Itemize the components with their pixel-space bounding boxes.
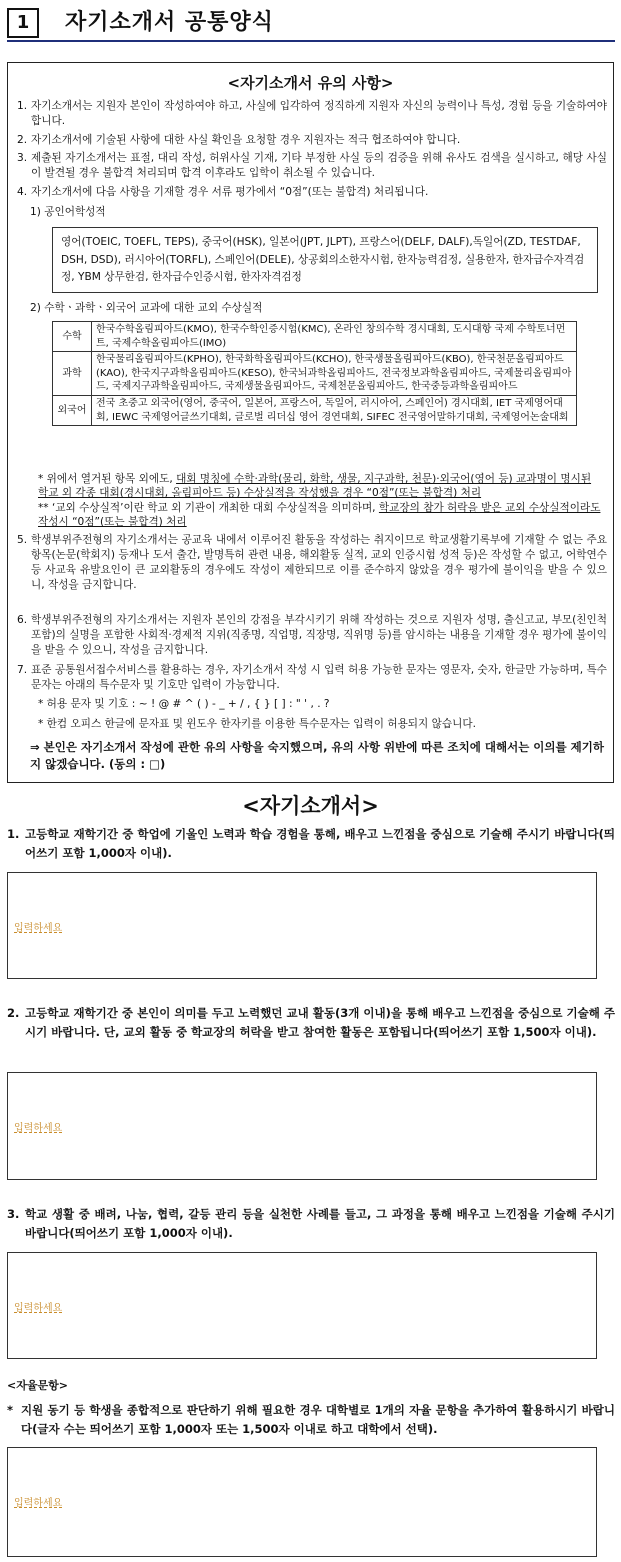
- notice-item-number: 2.: [17, 134, 28, 146]
- notice-box: [7, 62, 614, 783]
- section-title: 자기소개서 공통양식: [65, 10, 274, 35]
- table-row: [53, 322, 577, 352]
- answer-placeholder[interactable]: 입력하세요: [14, 1303, 63, 1314]
- contest-list: 전국 초중고 외국어(영어, 중국어, 일본어, 프랑스어, 독일어, 러시아어, 스페인어) 경시대회, IET 국제영어대회, IEWC 국제영어글쓰기대회, 글로벌 리더십 영어 경연대회, SIFEC 전국영어말하기대회, 국제영어논술대회: [92, 395, 577, 425]
- sub2-label: 2) 수학ㆍ과학ㆍ외국어 교과에 대한 교외 수상실적: [30, 302, 263, 314]
- question-3: [7, 1205, 615, 1243]
- answer-placeholder[interactable]: 입력하세요: [14, 923, 63, 934]
- language-test-box: 영어(TOEIC, TOEFL, TEPS), 중국어(HSK), 일본어(JPT, JLPT), 프랑스어(DELF, DALF),독일어(ZD, TESTDAF, DSH, DSD), 러시아어(TORFL), 스페인어(DELE), 상공회의소한자시험, 한자능력검정, 실용한자, 한자급수자격검정, YBM 상무한검, 한자급수인증시험, 한자자격검정: [52, 227, 598, 293]
- notice-item-text: 제출된 자기소개서는 표절, 대리 작성, 허위사실 기재, 기타 부정한 사실 등의 검증을 위해 유사도 검색을 실시하고, 해당 사실이 발견될 경우 불합격 처리되며 합격 이후라도 입학이 취소될 수 있습니다.: [31, 152, 607, 179]
- hancom-note: * 한컴 오피스 한글에 문자표 및 윈도우 한자키를 이용한 특수문자는 입력이 허용되지 않습니다.: [38, 718, 476, 730]
- notice-title: <자기소개서 유의 사항>: [227, 74, 394, 92]
- question-text: 학교 생활 중 배려, 나눔, 협력, 갈등 관리 등을 실천한 사례를 들고, 그 과정을 통해 배우고 느낀점을 기술해 주시기 바랍니다(띄어쓰기 포함 1,000자 이내).: [25, 1207, 615, 1240]
- notice-item: [17, 663, 607, 693]
- question-text: 고등학교 재학기간 중 본인이 의미를 두고 노력했던 교내 활동(3개 이내)을 통해 배우고 느낀점을 중심으로 기술해 주시기 바랍니다. 단, 교외 활동 중 학교장의 허락을 받고 참여한 활동은 포함됩니다(띄어쓰기 포함 1,500자 이내).: [25, 1006, 615, 1039]
- free-question-desc: [7, 1401, 615, 1439]
- note-1-lead: * 위에서 열거된 항목 외에도,: [38, 473, 177, 485]
- contest-list: 한국수학올림피아드(KMO), 한국수학인증시험(KMC), 온라인 창의수학 경시대회, 도시대항 국제 수학토너먼트, 국제수학올림피아드(IMO): [92, 322, 577, 352]
- notice-item: [17, 99, 607, 129]
- question-number: 3.: [7, 1207, 20, 1221]
- question-number: 2.: [7, 1006, 20, 1020]
- free-question-text: 지원 동기 등 학생을 종합적으로 판단하기 위해 필요한 경우 대학별로 1개의 자율 문항을 추가하여 활용하시기 바랍니다(글자 수는 띄어쓰기 포함 1,000자 또는 1,500자 이내로 하고 대학에서 선택).: [21, 1403, 615, 1436]
- table-row: [53, 395, 577, 425]
- free-question-heading: <자율문항>: [7, 1379, 68, 1392]
- question-1: [7, 825, 615, 863]
- notice-item-number: 1.: [17, 100, 28, 112]
- notice-item-number: 4.: [17, 186, 28, 198]
- note-2: [38, 501, 604, 529]
- agreement-statement: ⇒ 본인은 자기소개서 작성에 관한 유의 사항을 숙지했으며, 유의 사항 위반에 따른 조치에 대해서는 이의를 제기하지 않겠습니다. (동의 : □): [30, 740, 604, 771]
- answer-box-2[interactable]: [7, 1072, 597, 1180]
- answer-box-1[interactable]: [7, 872, 597, 979]
- note-1: [38, 472, 604, 500]
- answer-box-3[interactable]: [7, 1252, 597, 1359]
- sub1-label: 1) 공인어학성적: [30, 206, 106, 218]
- answer-placeholder[interactable]: 입력하세요: [14, 1123, 63, 1134]
- contest-list: 한국물리올림피아드(KPHO), 한국화학올림피아드(KCHO), 한국생물올림피아드(KBO), 한국천문올림피아드(KAO), 한국지구과학올림피아드(KESO), 한국뇌과학올림피아드, 전국정보과학올림피아드, 국제물리올림피아드, 국제지구과학올림피아드, 국제생물올림피아드, 국제천문올림피아드, 한국중등과학올림피아드: [92, 352, 577, 396]
- note-2-lead: ** ‘교외 수상실적’이란 학교 외 기관이 개최한 대회 수상실적을 의미하며,: [38, 502, 379, 514]
- answer-placeholder[interactable]: 입력하세요: [14, 1498, 63, 1509]
- notice-item: [17, 185, 607, 200]
- notice-item-text: 표준 공통원서접수서비스를 활용하는 경우, 자기소개서 작성 시 입력 허용 가능한 문자는 영문자, 숫자, 한글만 가능하며, 특수문자는 아래의 특수문자 및 기호만 입력이 가능합니다.: [31, 664, 607, 691]
- question-text: 고등학교 재학기간 중 학업에 기울인 노력과 학습 경험을 통해, 배우고 느낀점을 중심으로 기술해 주시기 바랍니다(띄어쓰기 포함 1,000자 이내).: [25, 827, 615, 860]
- self-intro-title: <자기소개서>: [242, 794, 379, 818]
- contest-table: [52, 321, 577, 426]
- contest-category: 수학: [53, 322, 92, 352]
- notice-item-text: 학생부위주전형의 자기소개서는 지원자 본인의 강점을 부각시키기 위해 작성하는 것으로 지원자 성명, 출신고교, 부모(친인척포함)의 실명을 포함한 사회적·경제적 지위(직종명, 직업명, 직장명, 직위명 등)를 암시하는 내용을 기재할 경우 평가에 불이익을 받을 수 있으니, 작성을 금지합니다.: [31, 614, 607, 656]
- notice-item-number: 6.: [17, 614, 28, 626]
- notice-item: [17, 533, 607, 593]
- section-header: [7, 8, 615, 42]
- table-row: [53, 352, 577, 396]
- notice-item: [17, 613, 607, 658]
- allowed-symbols: * 허용 문자 및 기호 : ~ ! @ # ^ ( ) - _ + / , { } [ ] : " ' , . ?: [38, 698, 330, 710]
- notice-item-text: 자기소개서에 다음 사항을 기재할 경우 서류 평가에서 “0점”(또는 불합격) 처리됩니다.: [31, 186, 429, 198]
- notice-item: [17, 151, 607, 181]
- answer-box-free[interactable]: [7, 1447, 597, 1557]
- note-1-underlined: 대회 명칭에 수학·과학(물리, 화학, 생물, 지구과학, 천문)·외국어(영어 등) 교과명이 명시된 학교 외 각종 대회(경시대회, 올림피아드 등) 수상실적을 작성했을 경우 “0점”(또는 불합격) 처리: [38, 473, 592, 499]
- notice-item-number: 3.: [17, 152, 28, 164]
- question-2: [7, 1004, 615, 1042]
- notice-item-number: 5.: [17, 534, 28, 546]
- section-number: 1: [7, 8, 39, 38]
- notice-item: [17, 133, 607, 148]
- contest-category: 과학: [53, 352, 92, 396]
- note-2-underlined: 학교장의 참가 허락을 받은 교외 수상실적이라도 작성시 “0점”(또는 불합격) 처리: [38, 502, 601, 528]
- contest-category: 외국어: [53, 395, 92, 425]
- notice-item-text: 자기소개서에 기술된 사항에 대한 사실 확인을 요청할 경우 지원자는 적극 협조하여야 합니다.: [31, 134, 461, 146]
- notice-item-text: 학생부위주전형의 자기소개서는 공교육 내에서 이루어진 활동을 작성하는 취지이므로 학교생활기록부에 기재할 수 없는 주요 항목(논문(학회지) 등재나 도서 출간, 발명특허 관련 내용, 해외활동 실적, 교외 인증시험 성적 등)은 작성할 수 없고, 어학연수 등 사교육 유발요인이 큰 교외활동의 경우에도 작성이 제한되므로 이를 준수하지 않았을 경우 평가에 불이익을 받을 수 있으니, 작성을 금지합니다.: [31, 534, 607, 591]
- notice-item-number: 7.: [17, 664, 28, 676]
- free-question-star: *: [7, 1403, 14, 1417]
- notice-item-text: 자기소개서는 지원자 본인이 작성하여야 하고, 사실에 입각하여 정직하게 지원자 자신의 능력이나 특성, 경험 등을 기술하여야 합니다.: [31, 100, 607, 127]
- question-number: 1.: [7, 827, 20, 841]
